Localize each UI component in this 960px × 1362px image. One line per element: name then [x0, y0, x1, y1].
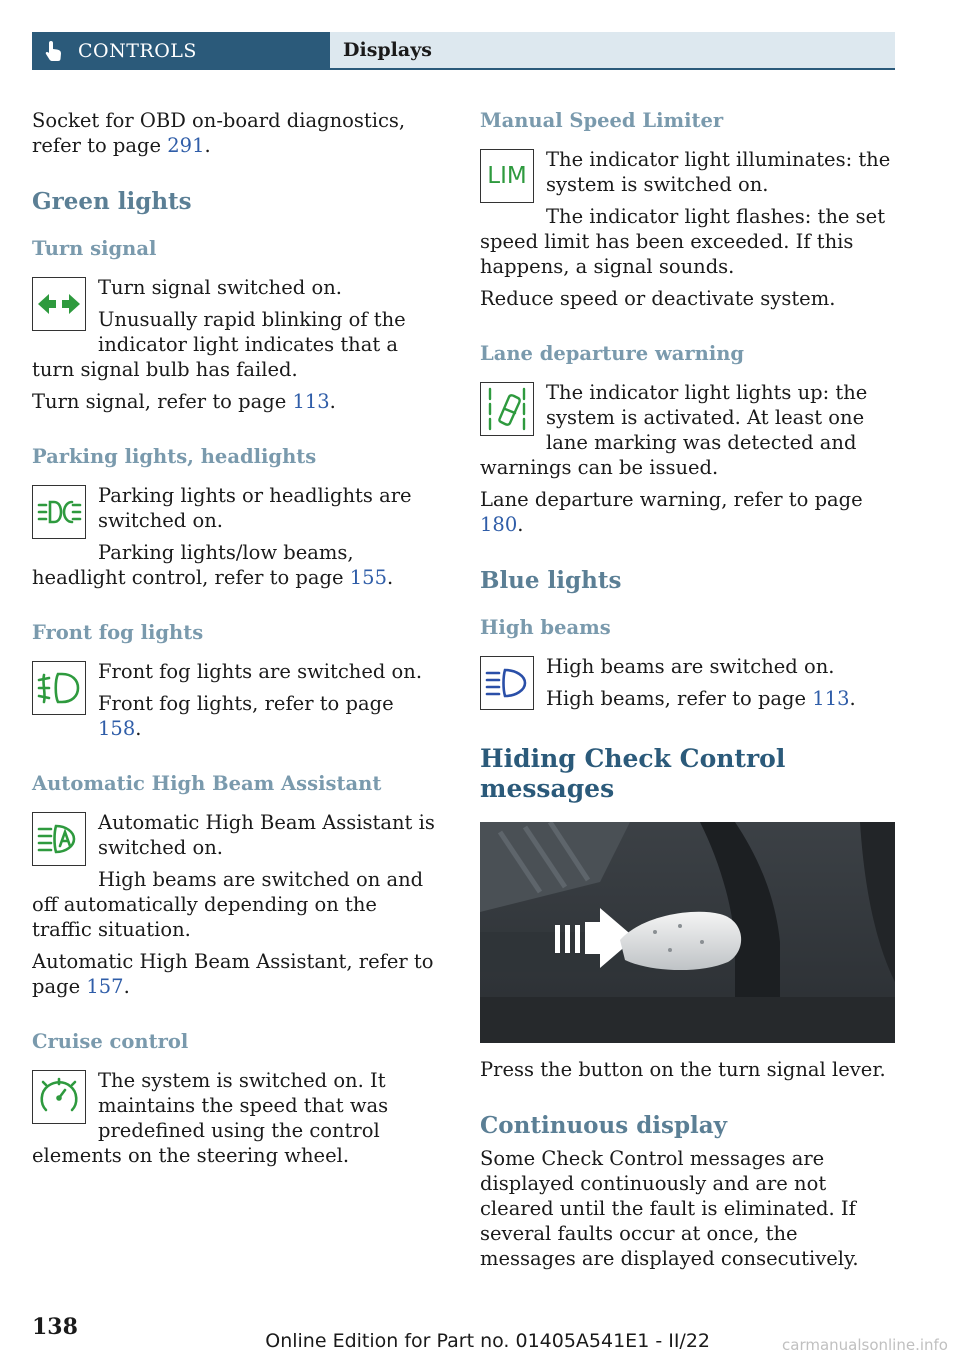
page-link-113b[interactable]: 113	[812, 687, 850, 710]
topic-label: Displays	[343, 39, 432, 61]
ahba-heading: Automatic High Beam Assistant	[32, 772, 382, 795]
turn-signal-heading: Turn signal	[32, 237, 157, 260]
page-link-180[interactable]: 180	[480, 513, 518, 536]
front-fog-block: Front fog lights are switched on. Front fog lights, refer to page 158.	[32, 659, 440, 741]
turn-signal-block: Turn signal switched on. Unusually rapid blinking of the indicator light indicates that a turn signal bulb has failed. Turn signal, refer to page 113.	[32, 276, 406, 413]
page-link-291[interactable]: 291	[167, 134, 205, 157]
front-fog-icon	[32, 661, 86, 715]
hiding-check-control-heading: Hiding Check Control messages	[480, 744, 786, 803]
green-lights-heading: Green lights	[32, 188, 192, 215]
turn-signal-lever-photo	[480, 822, 895, 1043]
left-column	[32, 108, 440, 1168]
page-header	[32, 32, 895, 70]
speed-limiter-icon: LIM	[480, 149, 534, 203]
right-column	[480, 108, 895, 1271]
lane-departure-block: The indicator light lights up: the system is activated. At least one lane marking was detected and warnings can be issued. Lane departure warning, refer to page 180.	[480, 381, 868, 536]
lane-departure-heading: Lane departure warning	[480, 342, 745, 365]
high-beam-assistant-icon	[32, 812, 86, 866]
section-tab	[32, 32, 330, 70]
pointing-hand-icon	[44, 40, 64, 62]
speed-limiter-heading: Manual Speed Limiter	[480, 109, 724, 132]
high-beams-heading: High beams	[480, 616, 611, 639]
page-link-113[interactable]: 113	[292, 390, 330, 413]
front-fog-heading: Front fog lights	[32, 621, 204, 644]
page-link-157[interactable]: 157	[86, 975, 124, 998]
parking-lights-block: Parking lights or headlights are switched on. Parking lights/low beams, headlight control, refer to page 155.	[32, 484, 412, 589]
parking-lights-icon	[32, 485, 86, 539]
turn-signal-icon	[32, 277, 86, 331]
parking-lights-heading: Parking lights, headlights	[32, 445, 317, 468]
blue-lights-heading: Blue lights	[480, 567, 622, 594]
page-link-158[interactable]: 158	[98, 717, 136, 740]
section-label: CONTROLS	[78, 40, 197, 62]
speed-limiter-block: LIM The indicator light illuminates: the system is switched on. The indicator light flashes: the set speed limit has been exceeded. If this happens, a signal sounds. Reduce speed or deactivate system.	[480, 148, 891, 310]
page-number: 138	[32, 1314, 78, 1340]
high-beam-icon	[480, 656, 534, 710]
page-link-155[interactable]: 155	[349, 566, 387, 589]
cruise-control-icon	[32, 1070, 86, 1124]
edition-text: Online Edition for Part no. 01405A541E1 - II/22	[265, 1330, 710, 1352]
continuous-display-text: Some Check Control messages are displayed continuously and are not cleared until the fault is eliminated. If several faults occur at once, the messages are displayed consecutively.	[480, 1147, 859, 1270]
lane-departure-icon	[480, 382, 534, 436]
high-beams-block: High beams are switched on. High beams, refer to page 113.	[480, 654, 895, 714]
cruise-control-heading: Cruise control	[32, 1030, 189, 1053]
topic-bar	[330, 32, 895, 70]
continuous-display-heading: Continuous display	[480, 1112, 728, 1139]
intro-text: Socket for OBD on-board diagnostics, refer to page 291.	[32, 109, 406, 157]
cruise-control-block: The system is switched on. It maintains the speed that was predefined using the control elements on the steering wheel.	[32, 1069, 389, 1167]
photo-caption: Press the button on the turn signal lever.	[480, 1058, 886, 1081]
ahba-block: Automatic High Beam Assistant is switched on. High beams are switched on and off automatically depending on the traffic situation. Automatic High Beam Assistant, refer to page 157.	[32, 811, 435, 998]
watermark: carmanualsonline.info	[782, 1336, 948, 1354]
